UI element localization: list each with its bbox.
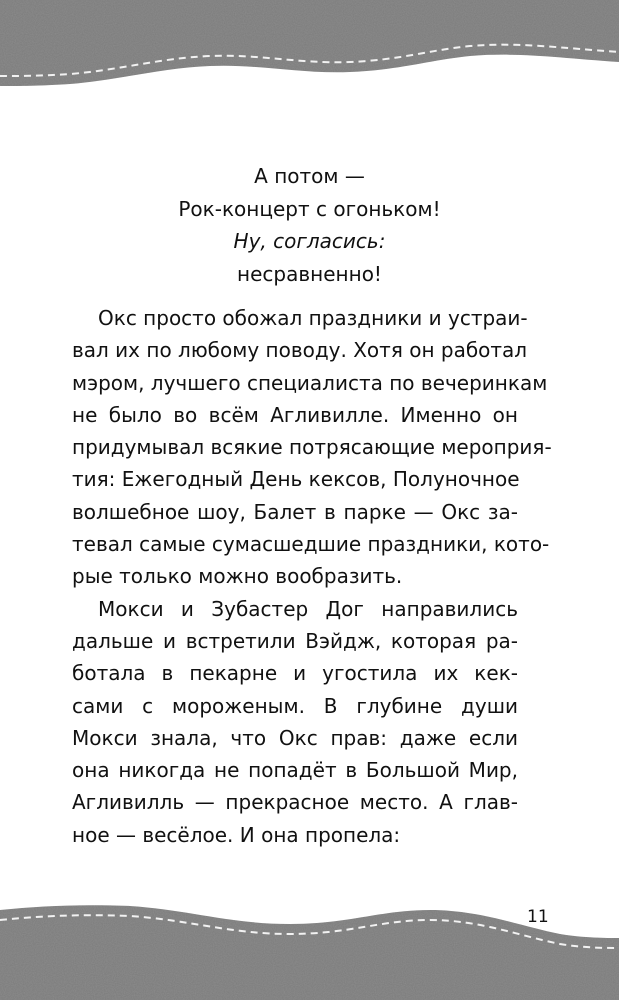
- text-line: сами с мороженым. В глубине души: [72, 693, 518, 718]
- verse: [0, 160, 619, 290]
- text-line: мэром, лучшего специалиста по вечеринкам: [72, 370, 548, 395]
- text-line: Мокси знала, что Окс прав: даже если: [72, 725, 518, 750]
- text-line: Агливилль — прекрасное место. А глав-: [72, 790, 518, 815]
- text-line: придумывал всякие потрясающие мероприя-: [72, 435, 552, 460]
- text-line: не было во всём Агливилле. Именно он: [72, 402, 518, 427]
- text-line: дальше и встретили Вэйдж, которая ра-: [72, 628, 518, 653]
- text-line: рые только можно вообразить.: [72, 564, 403, 589]
- page-number: 11: [527, 907, 549, 927]
- paragraph: [72, 593, 518, 851]
- text-line: она никогда не попадёт в Большой Мир,: [72, 758, 518, 783]
- text-line: ботала в пекарне и угостила их кек-: [72, 661, 518, 686]
- felt-border-top: [0, 0, 619, 112]
- felt-border-bottom: [0, 880, 619, 1000]
- text-line: Окс просто обожал праздники и устраи-: [98, 306, 528, 330]
- verse-line: Рок-концерт с огоньком!: [178, 196, 441, 221]
- felt-top-fill: [0, 0, 619, 86]
- text-line: ное — весёлое. И она пропела:: [72, 822, 401, 847]
- text-line: волшебное шоу, Балет в парке — Окс за-: [72, 499, 518, 524]
- verse-line: несравненно!: [237, 261, 382, 286]
- paragraph: [72, 302, 552, 593]
- text-line: Мокси и Зубастер Дог направились: [98, 596, 518, 621]
- text-line: тевал самые сумасшедшие праздники, кото-: [72, 532, 550, 557]
- verse-line: А потом —: [254, 164, 365, 188]
- text-line: вал их по любому поводу. Хотя он работал: [72, 338, 528, 363]
- felt-bottom-fill: [0, 905, 619, 1000]
- text-line: тия: Ежегодный День кексов, Полуночное: [72, 467, 520, 492]
- verse-line: Ну, согласись:: [233, 229, 386, 253]
- prose-body: [72, 302, 552, 851]
